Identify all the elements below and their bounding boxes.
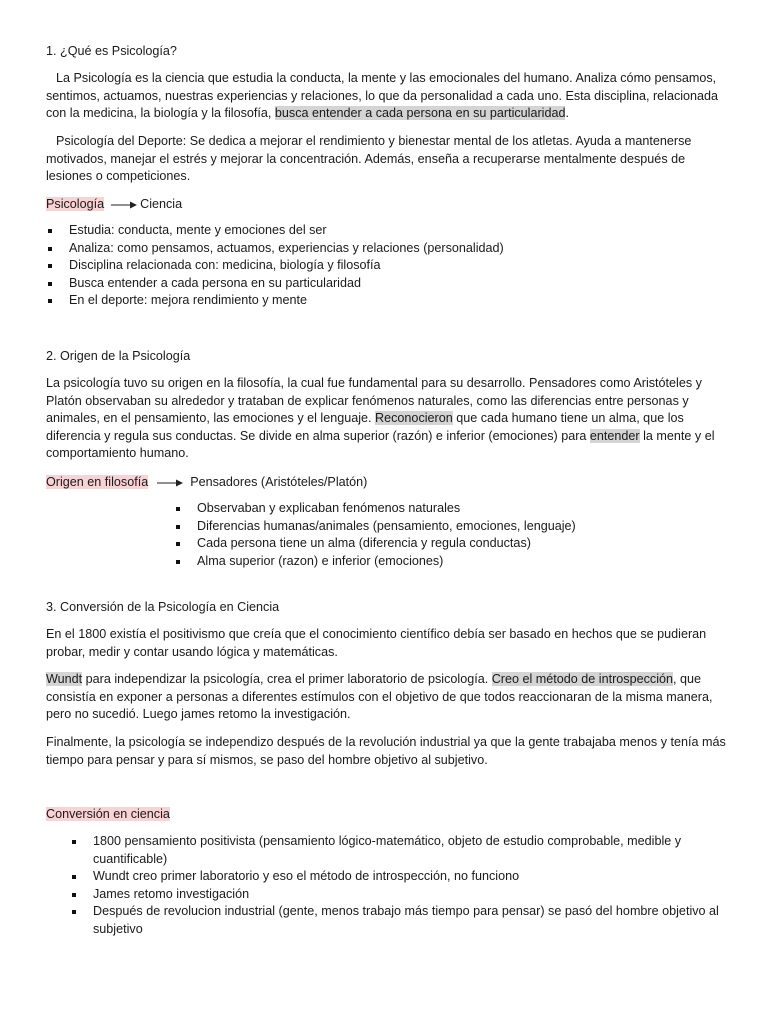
paragraph-text: La psicología tuvo su origen en la filosofía, la cual fue fundamental para su desarrollo. Pensadores como Aristóteles y Platón observaban su alrededor y trataban de explicar fenómenos naturales, como las diferencias entre personas y animales, en el pensamiento, las emociones y el lenguaje. xyxy=(46,376,702,426)
list-item: Después de revolucion industrial (gente, menos trabajo más tiempo para pensar) se pasó del hombre objetivo al subjetivo xyxy=(70,903,730,938)
highlighted-text: entender xyxy=(589,428,640,443)
section-1-concept-map xyxy=(46,196,182,214)
paragraph-text: , que consistía en exponer a personas a diferentes estímulos con el objetivo de que todos reaccionaran de la misma manera, pero no sucedió. Luego james retomo la investigación. xyxy=(46,672,713,722)
highlighted-text: busca entender a cada persona en su particularidad xyxy=(274,106,566,121)
list-item: Alma superior (razon) e inferior (emociones) xyxy=(174,553,734,571)
section-1-bullet-list xyxy=(46,222,726,310)
paragraph-text: para independizar la psicología, crea el primer laboratorio de psicología. xyxy=(82,672,492,686)
list-item: Diferencias humanas/animales (pensamiento, emociones, lenguaje) xyxy=(174,518,734,536)
arrow-right-icon xyxy=(157,478,183,488)
highlighted-text: Creo el método de introspección xyxy=(491,672,674,686)
list-item: 1800 pensamiento positivista (pensamiento lógico-matemático, objeto de estudio comprobable, medible y cuantificable) xyxy=(70,833,730,868)
paragraph-text: la mente y el comportamiento humano. xyxy=(46,428,715,461)
concept-target: Pensadores (Aristóteles/Platón) xyxy=(190,475,368,489)
section-1-paragraph-1 xyxy=(46,70,726,123)
section-3-bullet-list xyxy=(70,833,730,939)
section-3-paragraph-2 xyxy=(46,671,726,724)
section-2-bullet-list xyxy=(174,500,734,570)
highlighted-text: Wundt xyxy=(46,672,83,686)
section-3-heading: 3. Conversión de la Psicología en Ciencia xyxy=(46,600,280,614)
section-1-paragraph-2: Psicología del Deporte: Se dedica a mejorar el rendimiento y bienestar mental de los atletas. Ayuda a mantenerse motivados, manejar el estrés y mejorar la concentración. Además, enseña a recuperarse mentalmente después de lesiones o competiciones. xyxy=(46,134,692,184)
list-item: En el deporte: mejora rendimiento y mente xyxy=(46,292,726,310)
section-2-paragraph xyxy=(46,375,726,463)
concept-label: Psicología xyxy=(46,197,105,211)
section-3-paragraph-1: En el 1800 existía el positivismo que creía que el conocimiento científico debía ser basado en hechos que se pudieran probar, medir y contar usando lógica y matemáticas. xyxy=(46,627,707,659)
list-item: James retomo investigación xyxy=(70,886,730,904)
list-item: Cada persona tiene un alma (diferencia y regula conductas) xyxy=(174,535,734,553)
section-3-paragraph-3: Finalmente, la psicología se independizo después de la revolución industrial ya que la gente trabajaba menos y tenía más tiempo para pensar y para sí mismos, se paso del hombre objetivo al subjetivo. xyxy=(46,735,726,767)
concept-label: Origen en filosofía xyxy=(46,475,149,489)
paragraph-text: La Psicología es la ciencia que estudia la conducta, la mente y las emocionales del humano. Analiza cómo pensamos, sentimos, actuamos, nuestras experiencias y relaciones, lo que da personalidad a cada uno. Esta disciplina, relacionada con la medicina, la biología y la filosofía, xyxy=(46,71,719,121)
section-1-heading: 1. ¿Qué es Psicología? xyxy=(46,44,177,58)
paragraph-text: . xyxy=(565,106,569,121)
list-item: Disciplina relacionada con: medicina, biología y filosofía xyxy=(46,257,726,275)
list-item: Estudia: conducta, mente y emociones del ser xyxy=(46,222,726,240)
section-2-concept-map xyxy=(46,474,367,492)
concept-target: Ciencia xyxy=(140,197,183,211)
concept-label: Conversión en ciencia xyxy=(46,807,170,821)
section-3-concept-label-row xyxy=(46,806,170,824)
paragraph-text: que cada humano tiene un alma, que los diferencia y regula sus conductas. Se divide en alma superior (razón) e inferior (emociones) para xyxy=(46,411,684,443)
highlighted-text: Reconocieron xyxy=(375,411,453,426)
list-item: Busca entender a cada persona en su particularidad xyxy=(46,275,726,293)
section-2-heading: 2. Origen de la Psicología xyxy=(46,349,191,363)
list-item: Observaban y explicaban fenómenos naturales xyxy=(174,500,734,518)
arrow-right-icon xyxy=(111,200,137,210)
list-item: Analiza: como pensamos, actuamos, experiencias y relaciones (personalidad) xyxy=(46,240,726,258)
list-item: Wundt creo primer laboratorio y eso el método de introspección, no funciono xyxy=(70,868,730,886)
